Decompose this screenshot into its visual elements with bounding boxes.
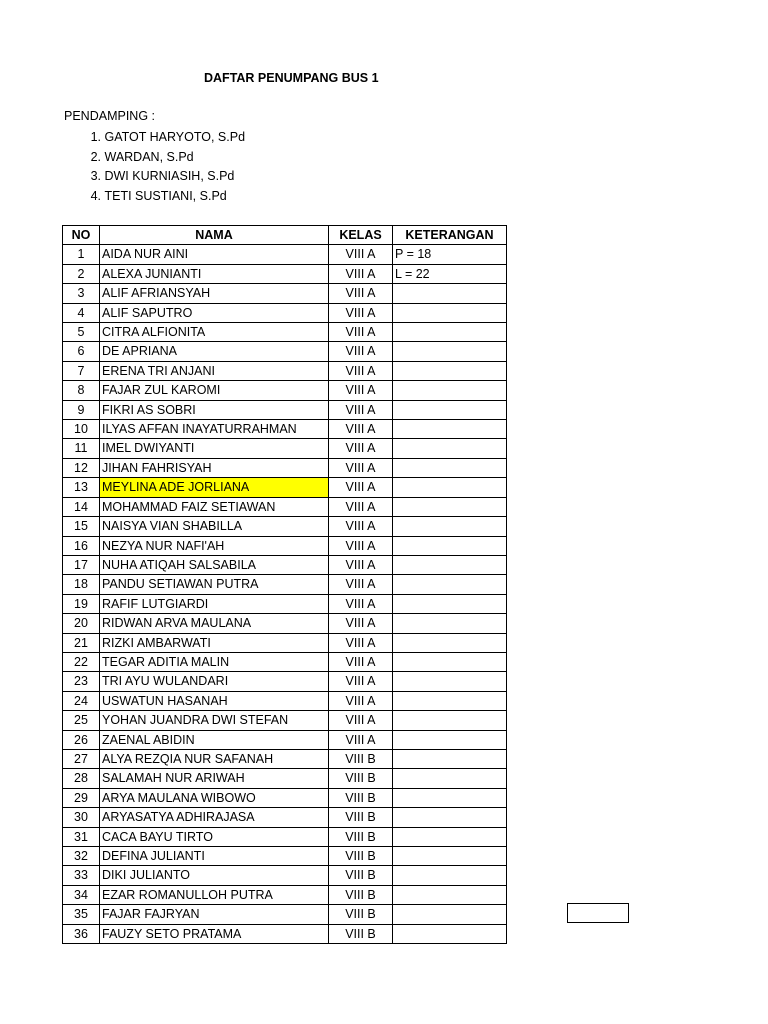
cell-keterangan [393, 866, 507, 885]
companion-item [64, 128, 245, 148]
table-row [63, 866, 507, 885]
cell-kelas: VIII A [329, 536, 393, 555]
cell-no: 28 [63, 769, 100, 788]
table-row [63, 633, 507, 652]
cell-kelas: VIII B [329, 749, 393, 768]
cell-kelas: VIII A [329, 439, 393, 458]
cell-kelas: VIII A [329, 691, 393, 710]
cell-kelas: VIII A [329, 264, 393, 283]
cell-keterangan [393, 555, 507, 574]
table-row [63, 652, 507, 671]
cell-kelas: VIII B [329, 788, 393, 807]
cell-nama: RAFIF LUTGIARDI [100, 594, 329, 613]
cell-kelas: VIII A [329, 497, 393, 516]
cell-kelas: VIII A [329, 458, 393, 477]
cell-nama: DEFINA JULIANTI [100, 847, 329, 866]
cell-nama: FAJAR FAJRYAN [100, 905, 329, 924]
cell-nama: RIZKI AMBARWATI [100, 633, 329, 652]
cell-kelas: VIII A [329, 381, 393, 400]
cell-keterangan [393, 905, 507, 924]
companion-name: GATOT HARYOTO, S.Pd [104, 130, 246, 144]
cell-keterangan [393, 284, 507, 303]
cell-nama: YOHAN JUANDRA DWI STEFAN [100, 711, 329, 730]
cell-no: 23 [63, 672, 100, 691]
cell-nama: ZAENAL ABIDIN [100, 730, 329, 749]
cell-keterangan [393, 749, 507, 768]
cell-nama: JIHAN FAHRISYAH [100, 458, 329, 477]
cell-keterangan: L = 22 [393, 264, 507, 283]
cell-kelas: VIII B [329, 847, 393, 866]
cell-keterangan [393, 788, 507, 807]
cell-kelas: VIII A [329, 594, 393, 613]
table-row [63, 478, 507, 497]
cell-keterangan [393, 420, 507, 439]
table-row [63, 458, 507, 477]
table-row [63, 245, 507, 264]
cell-kelas: VIII A [329, 342, 393, 361]
table-row [63, 827, 507, 846]
cell-nama: AIDA NUR AINI [100, 245, 329, 264]
cell-kelas: VIII A [329, 575, 393, 594]
table-row [63, 497, 507, 516]
cell-no: 21 [63, 633, 100, 652]
cell-kelas: VIII A [329, 672, 393, 691]
cell-nama: FAUZY SETO PRATAMA [100, 924, 329, 943]
table-row [63, 847, 507, 866]
cell-keterangan [393, 517, 507, 536]
empty-cell-box [567, 903, 629, 923]
cell-keterangan [393, 361, 507, 380]
table-row [63, 808, 507, 827]
header-kelas: KELAS [329, 226, 393, 245]
header-keterangan: KETERANGAN [393, 226, 507, 245]
companion-name: WARDAN, S.Pd [104, 149, 194, 164]
cell-keterangan [393, 381, 507, 400]
cell-keterangan [393, 711, 507, 730]
cell-nama: MOHAMMAD FAIZ SETIAWAN [100, 497, 329, 516]
table-row [63, 264, 507, 283]
cell-keterangan [393, 478, 507, 497]
cell-no: 31 [63, 827, 100, 846]
cell-nama: NAISYA VIAN SHABILLA [100, 517, 329, 536]
cell-kelas: VIII B [329, 808, 393, 827]
cell-no: 29 [63, 788, 100, 807]
table-row [63, 342, 507, 361]
cell-no: 35 [63, 905, 100, 924]
cell-kelas: VIII A [329, 730, 393, 749]
companion-item [64, 148, 245, 168]
companion-number: 2. [90, 149, 101, 164]
cell-nama: ERENA TRI ANJANI [100, 361, 329, 380]
cell-no: 19 [63, 594, 100, 613]
cell-keterangan: P = 18 [393, 245, 507, 264]
cell-nama: EZAR ROMANULLOH PUTRA [100, 885, 329, 904]
table-row [63, 769, 507, 788]
cell-nama: ALEXA JUNIANTI [100, 264, 329, 283]
companion-number: 4. [90, 188, 101, 203]
table-row [63, 749, 507, 768]
cell-nama: ALIF AFRIANSYAH [100, 284, 329, 303]
cell-no: 20 [63, 614, 100, 633]
cell-keterangan [393, 400, 507, 419]
cell-no: 32 [63, 847, 100, 866]
cell-kelas: VIII A [329, 361, 393, 380]
cell-kelas: VIII B [329, 905, 393, 924]
table-row [63, 594, 507, 613]
cell-nama: CITRA ALFIONITA [100, 323, 329, 342]
cell-kelas: VIII A [329, 614, 393, 633]
companions-label: PENDAMPING : [64, 109, 155, 123]
cell-kelas: VIII B [329, 924, 393, 943]
header-nama: NAMA [100, 226, 329, 245]
table-row [63, 420, 507, 439]
cell-keterangan [393, 924, 507, 943]
cell-nama: MEYLINA ADE JORLIANA [100, 478, 329, 497]
table-row [63, 284, 507, 303]
cell-nama: CACA BAYU TIRTO [100, 827, 329, 846]
table-header-row [63, 226, 507, 245]
cell-no: 22 [63, 652, 100, 671]
cell-nama: TEGAR ADITIA MALIN [100, 652, 329, 671]
cell-no: 25 [63, 711, 100, 730]
cell-no: 10 [63, 420, 100, 439]
cell-kelas: VIII A [329, 633, 393, 652]
cell-kelas: VIII A [329, 400, 393, 419]
passenger-table [62, 225, 507, 944]
companion-name: TETI SUSTIANI, S.Pd [104, 188, 227, 203]
table-row [63, 711, 507, 730]
cell-keterangan [393, 497, 507, 516]
companion-name: DWI KURNIASIH, S.Pd [104, 169, 235, 183]
table-row [63, 885, 507, 904]
cell-keterangan [393, 730, 507, 749]
cell-kelas: VIII B [329, 885, 393, 904]
cell-keterangan [393, 575, 507, 594]
cell-no: 36 [63, 924, 100, 943]
cell-no: 9 [63, 400, 100, 419]
cell-nama: TRI AYU WULANDARI [100, 672, 329, 691]
table-row [63, 575, 507, 594]
cell-no: 33 [63, 866, 100, 885]
cell-nama: ARYA MAULANA WIBOWO [100, 788, 329, 807]
table-row [63, 361, 507, 380]
cell-no: 11 [63, 439, 100, 458]
cell-keterangan [393, 594, 507, 613]
cell-no: 13 [63, 478, 100, 497]
table-row [63, 303, 507, 322]
cell-nama: ALIF SAPUTRO [100, 303, 329, 322]
cell-keterangan [393, 536, 507, 555]
cell-no: 18 [63, 575, 100, 594]
cell-no: 3 [63, 284, 100, 303]
cell-keterangan [393, 691, 507, 710]
cell-nama: NUHA ATIQAH SALSABILA [100, 555, 329, 574]
cell-keterangan [393, 769, 507, 788]
cell-no: 26 [63, 730, 100, 749]
table-row [63, 323, 507, 342]
cell-kelas: VIII A [329, 478, 393, 497]
cell-kelas: VIII B [329, 866, 393, 885]
cell-nama: FAJAR ZUL KAROMI [100, 381, 329, 400]
cell-no: 2 [63, 264, 100, 283]
cell-keterangan [393, 672, 507, 691]
table-row [63, 691, 507, 710]
cell-nama: ILYAS AFFAN INAYATURRAHMAN [100, 420, 329, 439]
table-row [63, 555, 507, 574]
table-body [63, 245, 507, 944]
cell-kelas: VIII B [329, 827, 393, 846]
cell-no: 27 [63, 749, 100, 768]
cell-no: 6 [63, 342, 100, 361]
cell-nama: NEZYA NUR NAFI'AH [100, 536, 329, 555]
companion-item [64, 187, 245, 207]
cell-kelas: VIII A [329, 555, 393, 574]
table-row [63, 614, 507, 633]
cell-no: 12 [63, 458, 100, 477]
table-row [63, 400, 507, 419]
table-row [63, 439, 507, 458]
cell-nama: FIKRI AS SOBRI [100, 400, 329, 419]
cell-keterangan [393, 885, 507, 904]
cell-keterangan [393, 439, 507, 458]
companions-list [64, 128, 245, 206]
table-row [63, 905, 507, 924]
header-no: NO [63, 226, 100, 245]
cell-keterangan [393, 847, 507, 866]
cell-no: 14 [63, 497, 100, 516]
cell-no: 34 [63, 885, 100, 904]
table-row [63, 924, 507, 943]
cell-keterangan [393, 614, 507, 633]
cell-nama: SALAMAH NUR ARIWAH [100, 769, 329, 788]
cell-no: 15 [63, 517, 100, 536]
cell-keterangan [393, 827, 507, 846]
cell-no: 8 [63, 381, 100, 400]
table-row [63, 517, 507, 536]
companion-number: 3. [90, 169, 101, 183]
cell-keterangan [393, 458, 507, 477]
cell-nama: PANDU SETIAWAN PUTRA [100, 575, 329, 594]
companion-number: 1. [90, 130, 101, 144]
cell-no: 5 [63, 323, 100, 342]
cell-kelas: VIII B [329, 769, 393, 788]
cell-nama: RIDWAN ARVA MAULANA [100, 614, 329, 633]
cell-keterangan [393, 633, 507, 652]
cell-nama: USWATUN HASANAH [100, 691, 329, 710]
cell-kelas: VIII A [329, 420, 393, 439]
cell-nama: ALYA REZQIA NUR SAFANAH [100, 749, 329, 768]
companion-item [64, 167, 245, 187]
cell-no: 16 [63, 536, 100, 555]
table-row [63, 381, 507, 400]
cell-keterangan [393, 652, 507, 671]
cell-nama: DE APRIANA [100, 342, 329, 361]
cell-kelas: VIII A [329, 303, 393, 322]
cell-nama: IMEL DWIYANTI [100, 439, 329, 458]
cell-nama: ARYASATYA ADHIRAJASA [100, 808, 329, 827]
cell-no: 24 [63, 691, 100, 710]
cell-keterangan [393, 342, 507, 361]
cell-nama: DIKI JULIANTO [100, 866, 329, 885]
cell-kelas: VIII A [329, 284, 393, 303]
cell-kelas: VIII A [329, 245, 393, 264]
cell-kelas: VIII A [329, 517, 393, 536]
cell-no: 4 [63, 303, 100, 322]
table-row [63, 730, 507, 749]
table-row [63, 536, 507, 555]
cell-no: 7 [63, 361, 100, 380]
cell-kelas: VIII A [329, 711, 393, 730]
cell-kelas: VIII A [329, 323, 393, 342]
cell-no: 1 [63, 245, 100, 264]
table-row [63, 788, 507, 807]
table-row [63, 672, 507, 691]
cell-keterangan [393, 808, 507, 827]
cell-kelas: VIII A [329, 652, 393, 671]
cell-keterangan [393, 303, 507, 322]
cell-keterangan [393, 323, 507, 342]
cell-no: 30 [63, 808, 100, 827]
document-title: DAFTAR PENUMPANG BUS 1 [204, 71, 379, 85]
cell-no: 17 [63, 555, 100, 574]
